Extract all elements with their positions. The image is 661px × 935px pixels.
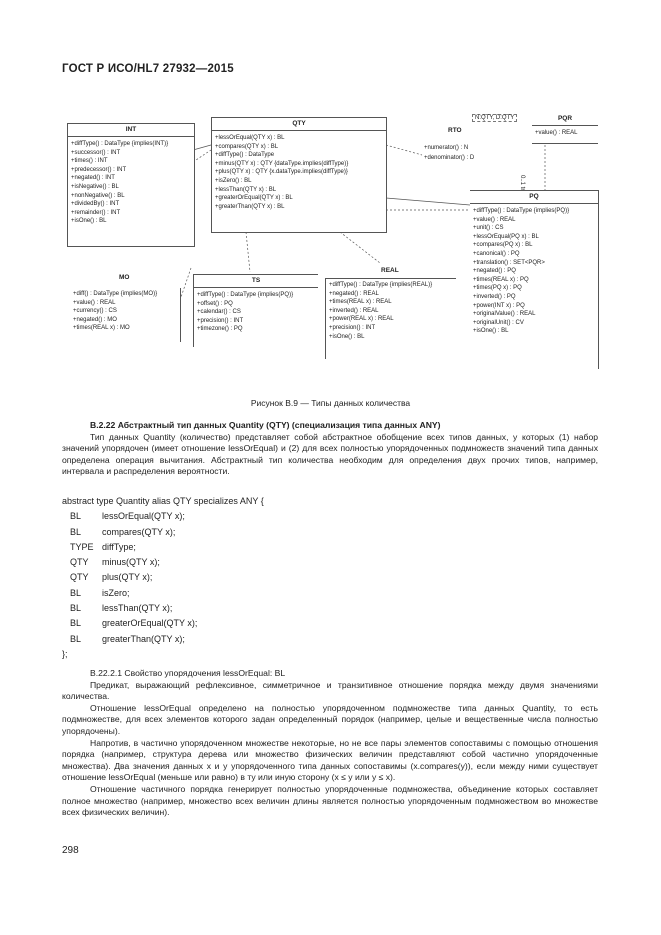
member: +offset() : PQ [197, 300, 233, 307]
uml-class-ts [193, 274, 318, 347]
subsection-paragraph: Напротив, в частично упорядоченном множестве некоторые, но не все пары элементов сопоставимы с помощью отношения порядка (например, структура дерева или множество физических величин представляют собой частично упорядоченные множества). Два значения данных x и y упорядоченного типа данных сопоставимы (x.compares(y)), если между ними существует отношение lessOrEqual (меньше или равно) в ту или иную сторону (x ≤ y или y ≤ x). [62, 737, 598, 783]
class-title: INT [68, 124, 194, 137]
class-title: QTY [212, 118, 386, 131]
member: +dividedBy() : INT [71, 201, 120, 208]
member: +precision() : INT [329, 324, 376, 331]
code-member: greaterOrEqual(QTY x); [102, 618, 198, 629]
member: +translation() : SET<PQR> [473, 259, 545, 266]
class-members [212, 131, 386, 214]
member: +power(REAL x) : REAL [329, 316, 394, 323]
uml-class-pq [470, 190, 599, 369]
member: +isOne() : BL [71, 218, 107, 225]
member: +compares(PQ x) : BL [473, 242, 533, 249]
section-heading: B.2.22 Абстрактный тип данных Quantity (QTY) (специализация типа данных ANY) [90, 420, 441, 430]
code-type: QTY [70, 572, 89, 583]
member: +successor() : INT [71, 149, 121, 156]
member: +negated() : INT [71, 175, 115, 182]
member: +lessOrEqual(PQ x) : BL [473, 233, 539, 240]
class-members [326, 279, 456, 344]
member: +value() : REAL [473, 216, 516, 223]
member: +isZero() : BL [215, 177, 252, 184]
code-type: BL [70, 618, 82, 629]
member: +value() : REAL [73, 299, 116, 306]
real-title: REAL [381, 267, 399, 274]
member: +negated() : REAL [329, 290, 379, 297]
code-row [62, 601, 264, 616]
member: +times() : INT [71, 158, 108, 165]
rto-member: +numerator() : N [424, 145, 469, 151]
code-member: diffType; [102, 541, 136, 552]
code-row [62, 616, 264, 631]
member: +lessThan(QTY x) : BL [215, 186, 277, 193]
member: +greaterThan(QTY x) : BL [215, 203, 285, 210]
uml-diagram [0, 0, 661, 400]
class-members [470, 204, 598, 339]
figure-caption: Рисунок B.9 — Типы данных количества [250, 398, 411, 408]
member: +isOne() : BL [329, 333, 365, 340]
code-row [62, 509, 264, 524]
subsection-paragraph: Отношение частичного порядка генерирует полностью упорядоченные подмножества, объединение которых составляет полное множество (например, множество всех величин длины является полностью упорядоченным подмножеством во множестве всех физических величин). [62, 783, 598, 818]
code-member: lessOrEqual(QTY x); [102, 511, 185, 522]
member: +isOne() : BL [473, 328, 509, 335]
code-open: abstract type Quantity alias QTY specializes ANY { [62, 496, 264, 506]
rto-member: +denominator() : D [424, 155, 475, 161]
uml-class-qty [211, 117, 387, 233]
code-member: isZero; [102, 587, 130, 598]
class-title: TS [194, 275, 318, 288]
member: +diff() : DataType {implies(MO)} [73, 291, 158, 297]
code-type: BL [70, 633, 82, 644]
code-member: lessThan(QTY x); [102, 603, 173, 614]
member: +greaterOrEqual(QTY x) : BL [215, 195, 293, 202]
member: +negated() : MO [73, 316, 117, 323]
class-members [532, 126, 598, 141]
member: +originalValue() : REAL [473, 311, 536, 318]
code-close: }; [62, 648, 68, 659]
member: +times(PQ x) : PQ [473, 285, 522, 292]
member: +negated() : PQ [473, 268, 516, 275]
member: +inverted() : PQ [473, 293, 516, 300]
member: +precision() : INT [197, 317, 244, 324]
code-block [62, 494, 264, 662]
member: +remainder() : INT [71, 209, 121, 216]
member: +inverted() : REAL [329, 307, 379, 314]
class-members [68, 137, 194, 229]
uml-class-mo [70, 288, 181, 342]
member: +compares(QTY x) : BL [215, 143, 279, 150]
uml-class-int [67, 123, 195, 247]
code-row [62, 632, 264, 647]
member: +diffType() : DataType {implies(INT)} [71, 141, 169, 147]
member: +nonNegative() : BL [71, 192, 125, 199]
section-paragraph: Тип данных Quantity (количество) представляет собой абстрактное обобщение всех типов данных, у которых (1) набор значений упорядочен (имеет отношение lessOrEqual) и (2) для всех полностью упорядоченных подмножеств значений типа данных определена операция вычитания. Абстрактный тип количества необходим для определения двух прочих типов, например, интервала и распределения вероятности. [62, 431, 598, 477]
code-type: BL [70, 603, 82, 614]
class-title: PQR [532, 113, 598, 126]
code-type: QTY [70, 557, 89, 568]
rto-title: RTO [448, 127, 462, 134]
code-row [62, 540, 264, 555]
code-row [62, 525, 264, 540]
page-number: 298 [62, 845, 79, 856]
subsection-heading: B.22.2.1 Свойство упорядочения lessOrEqual: BL [90, 668, 286, 678]
class-members [194, 288, 318, 337]
code-row [62, 555, 264, 570]
member: +times(REAL x) : REAL [329, 299, 392, 306]
member: +unit() : CS [473, 225, 504, 232]
rto-params: N:QTY, D:QTY [472, 114, 517, 122]
code-row [62, 570, 264, 585]
member: +times(REAL x) : PQ [473, 276, 529, 283]
code-type: BL [70, 526, 82, 537]
class-title: PQ [470, 191, 598, 204]
member: +timezone() : PQ [197, 326, 243, 333]
member: +diffType() : DataType {implies(REAL)} [329, 282, 433, 288]
member: +originalUnit() : CV [473, 319, 524, 326]
code-type: TYPE [70, 541, 94, 552]
code-member: plus(QTY x); [102, 572, 153, 583]
mo-title: MO [119, 274, 130, 281]
subsection-paragraph: Отношение lessOrEqual определено на полностью упорядоченном подмножестве типа данных Quantity, то есть подмножестве, для всех элементов которого задан определенный порядок (например, целые и вещественные числа полностью упорядочены). [62, 702, 598, 736]
document-header: ГОСТ Р ИСО/HL7 27932—2015 [62, 63, 234, 75]
member: +diffType() : DataType [215, 152, 275, 159]
member: +minus(QTY x) : QTY {dataType.implies(diffType)} [215, 160, 349, 167]
subsection-block [62, 668, 598, 819]
member: +canonical() : PQ [473, 250, 520, 257]
class-members [70, 288, 180, 336]
section-block [62, 420, 598, 478]
subsection-paragraph: Предикат, выражающий рефлексивное, симметричное и транзитивное отношение порядка между двумя значениями количества. [62, 679, 598, 702]
code-member: minus(QTY x); [102, 557, 160, 568]
member: +calendar() : CS [197, 309, 241, 316]
code-member: greaterThan(QTY x); [102, 633, 185, 644]
member: +predecessor() : INT [71, 166, 127, 173]
code-type: BL [70, 511, 82, 522]
member: +isNegative() : BL [71, 183, 119, 190]
member: +power(INT x) : PQ [473, 302, 525, 309]
member: +currency() : CS [73, 308, 117, 315]
member: +lessOrEqual(QTY x) : BL [215, 135, 285, 141]
code-row [62, 586, 264, 601]
code-member: compares(QTY x); [102, 526, 176, 537]
code-type: BL [70, 587, 82, 598]
member: +times(REAL x) : MO [73, 325, 130, 332]
uml-class-pqr [532, 113, 598, 144]
member: +diffType() : DataType {implies(PQ)} [197, 292, 294, 298]
member: +plus(QTY x) : QTY {x.dataType.implies(diffType)} [215, 169, 348, 176]
uml-class-real [325, 278, 456, 359]
member: +diffType() : DataType {implies(PQ)} [473, 208, 570, 214]
member: +value() : REAL [535, 130, 578, 136]
